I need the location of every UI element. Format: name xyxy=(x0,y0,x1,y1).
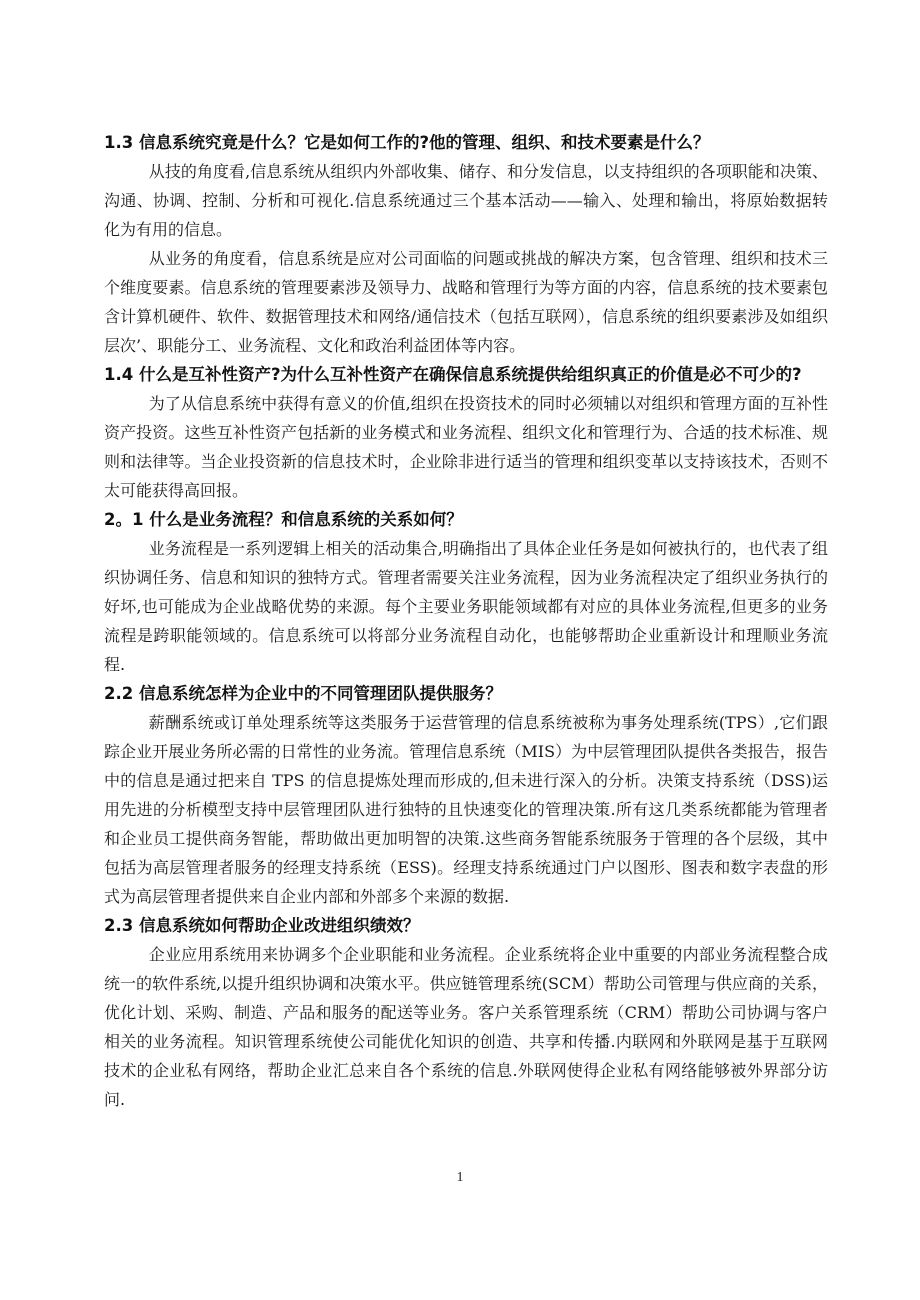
section-paragraph: 从技的角度看,信息系统从组织内外部收集、储存、和分发信息，以支持组织的各项职能和决策、沟通、协调、控制、分析和可视化.信息系统通过三个基本活动——输入、处理和输出，将原始数据转化为有用的信息。 xyxy=(104,162,828,239)
section-heading: 2。1 什么是业务流程？和信息系统的关系如何？ xyxy=(104,510,463,529)
section-paragraph: 业务流程是一系列逻辑上相关的活动集合,明确指出了具体企业任务是如何被执行的，也代表了组织协调任务、信息和知识的独特方式。管理者需要关注业务流程，因为业务流程决定了组织业务执行的好坏,也可能成为企业战略优势的来源。每个主要业务职能领域都有对应的具体业务流程,但更多的业务流程是跨职能领域的。信息系统可以将部分业务流程自动化，也能够帮助企业重新设计和理顺业务流程. xyxy=(104,539,828,674)
page-number: 1 xyxy=(456,1170,464,1185)
section-heading: 2.2 信息系统怎样为企业中的不同管理团队提供服务？ xyxy=(104,684,502,703)
section-heading: 2.3 信息系统如何帮助企业改进组织绩效？ xyxy=(104,916,420,935)
section-paragraph: 从业务的角度看，信息系统是应对公司面临的问题或挑战的解决方案，包含管理、组织和技术三个维度要素。信息系统的管理要素涉及领导力、战略和管理行为等方面的内容，信息系统的技术要素包含计算机硬件、软件、数据管理技术和网络/通信技术（包括互联网），信息系统的组织要素涉及如组织层次’、职能分工、业务流程、文化和政治利益团体等内容。 xyxy=(104,249,828,355)
section-paragraph: 为了从信息系统中获得有意义的价值,组织在投资技术的同时必须辅以对组织和管理方面的互补性资产投资。这些互补性资产包括新的业务模式和业务流程、组织文化和管理行为、合适的技术标准、规则和法律等。当企业投资新的信息技术时，企业除非进行适当的管理和组织变革以支持该技术，否则不太可能获得高回报。 xyxy=(104,394,828,500)
section-paragraph: 企业应用系统用来协调多个企业职能和业务流程。企业系统将企业中重要的内部业务流程整合成统一的软件系统,以提升组织协调和决策水平。供应链管理系统(SCM）帮助公司管理与供应商的关系，优化计划、采购、制造、产品和服务的配送等业务。客户关系管理系统（CRM）帮助公司协调与客户相关的业务流程。知识管理系统使公司能优化知识的创造、共享和传播.内联网和外联网是基于互联网技术的企业私有网络，帮助企业汇总来自各个系统的信息.外联网使得企业私有网络能够被外界部分访问. xyxy=(104,945,828,1109)
section-heading: 1.4 什么是互补性资产?为什么互补性资产在确保信息系统提供给组织真正的价值是必不可少的? xyxy=(104,365,802,384)
section-paragraph: 薪酬系统或订单处理系统等这类服务于运营管理的信息系统被称为事务处理系统(TPS）,它们跟踪企业开展业务所必需的日常性的业务流。管理信息系统（MIS）为中层管理团队提供各类报告，报告中的信息是通过把来自 TPS 的信息提炼处理而形成的,但未进行深入的分析。决策支持系统（DSS)运用先进的分析模型支持中层管理团队进行独特的且快速变化的管理决策.所有这几类系统都能为管理者和企业员工提供商务智能，帮助做出更加明智的决策.这些商务智能系统服务于管理的各个层级，其中包括为高层管理者服务的经理支持系统（ESS)。经理支持系统通过门户以图形、图表和数字表盘的形式为高层管理者提供来自企业内部和外部多个来源的数据. xyxy=(104,713,828,906)
section-heading: 1.3 信息系统究竟是什么？它是如何工作的?他的管理、组织、和技术要素是什么？ xyxy=(104,133,710,152)
document-body xyxy=(104,128,828,1114)
